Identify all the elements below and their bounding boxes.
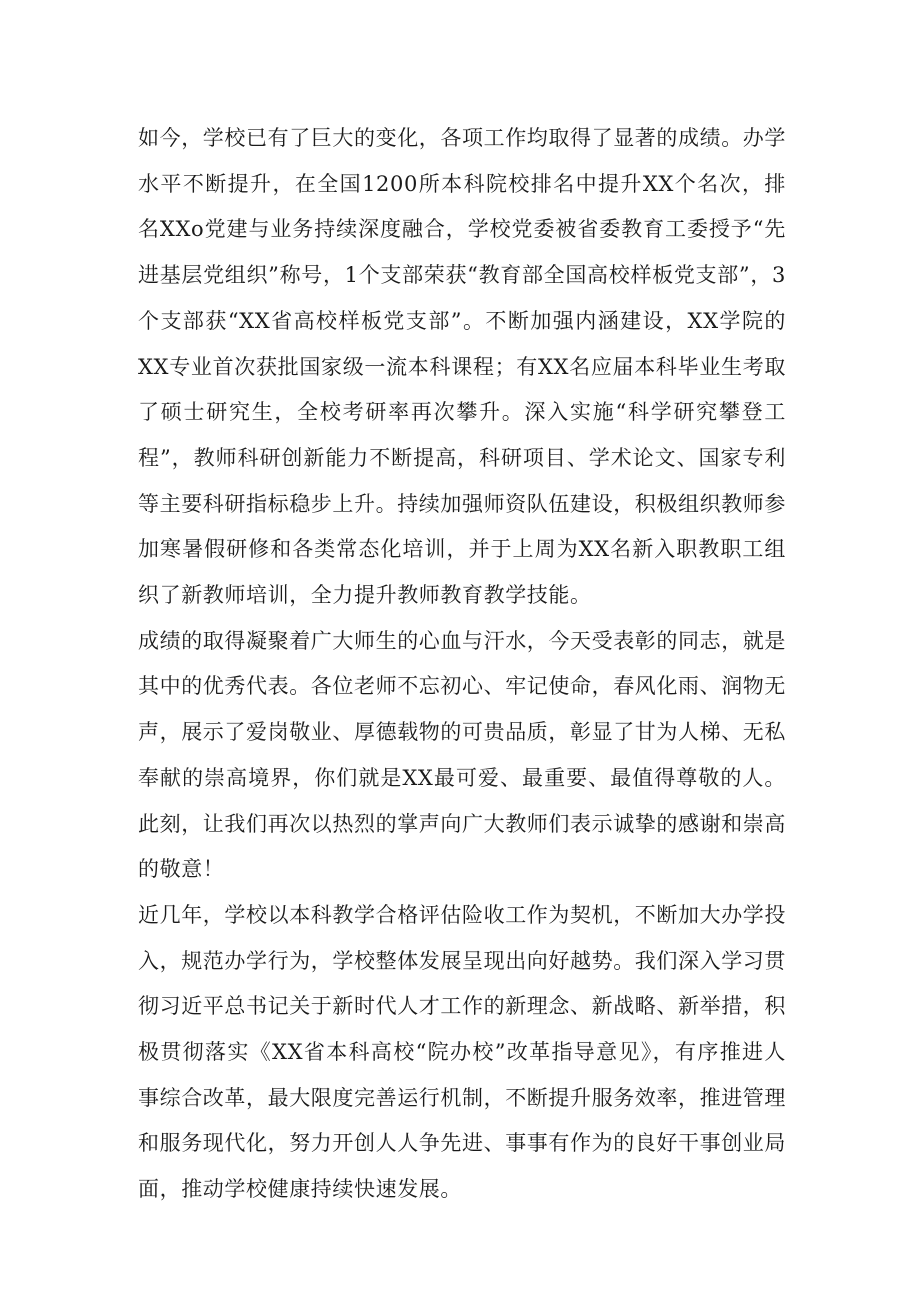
document-body bbox=[138, 116, 786, 1213]
paragraph-reform-development: 近几年，学校以本科教学合格评估险收工作为契机，不断加大办学投入，规范办学行为，学校整体发展呈现出向好越势。我们深入学习贯彻习近平总书记关于新时代人才工作的新理念、新战略、新举措，积极贯彻落实《XX省本科高校“院办校”改革指导意见》，有序推进人事综合改革，最大限度完善运行机制，不断提升服务效率，推进管理和服务现代化，努力开创人人争先进、事事有作为的良好干事创业局面，推动学校健康持续快速发展。 bbox=[138, 902, 786, 1202]
paragraph-teachers-tribute: 成绩的取得凝聚着广大师生的心血与汗水，今天受表彰的同志，就是其中的优秀代表。各位老师不忘初心、牢记使命，春风化雨、润物无声，展示了爱岗敬业、厚德载物的可贵品质，彰显了甘为人梯、无私奉献的崇高境界，你们就是XX最可爱、最重要、最值得尊敬的人。此刻，让我们再次以热烈的掌声向广大教师们表示诚挚的感谢和崇高的敬意！ bbox=[138, 628, 786, 882]
paragraph-achievements: 如今，学校已有了巨大的变化，各项工作均取得了显著的成绩。办学水平不断提升，在全国1200所本科院校排名中提升XX个名次，排名XXo党建与业务持续深度融合，学校党委被省委教育工委授予“先进基层党组织”称号，1个支部荣获“教育部全国高校样板党支部”，3个支部获“XX省高校样板党支部”。不断加强内涵建设，XX学院的XX专业首次获批国家级一流本科课程；有XX名应届本科毕业生考取了硕士研究生，全校考研率再次攀升。深入实施“科学研究攀登工程”，教师科研创新能力不断提高，科研项目、学术论文、国家专利等主要科研指标稳步上升。持续加强师资队伍建设，积极组织教师参加寒暑假研修和各类常态化培训，并于上周为XX名新入职教职工组织了新教师培训，全力提升教师教育教学技能。 bbox=[138, 126, 786, 608]
